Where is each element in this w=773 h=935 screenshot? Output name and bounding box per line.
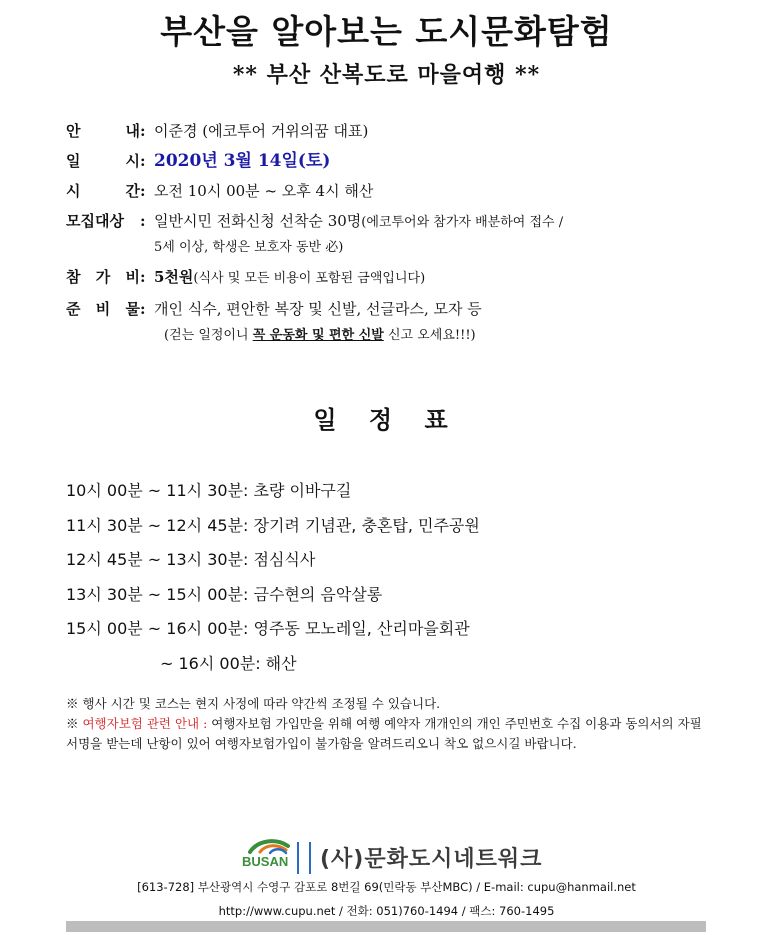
logo-word: BUSAN — [242, 854, 289, 869]
schedule-item: 13시 30분 ~ 15시 00분: 금수현의 음악살롱 — [66, 584, 383, 604]
info-prep-row: 준 비 물 : 개인 식수, 편안한 복장 및 신발, 선글라스, 모자 등 — [66, 296, 726, 322]
footer-contact: http://www.cupu.net / 전화: 051)760-1494 / 팩스: 760-1495 — [218, 904, 555, 918]
info-fee-label: 참 가 비 — [66, 268, 140, 286]
notice-line-2: ※ 여행자보험 관련 안내 : 여행자보험 가입만을 위해 여행 예약자 개개인의 개인 주민번호 수집 이용과 동의서의 자필 서명을 받는데 난항이 있어 여행자보험가입이 불가함을 알려드리오니 착오 없으시길 바랍니다. — [66, 716, 702, 751]
schedule-list — [66, 478, 726, 685]
notice-block — [66, 694, 706, 754]
schedule-item: 12시 45분 ~ 13시 30분: 점심식사 — [66, 550, 316, 569]
schedule-item: 10시 00분 ~ 11시 30분: 초량 이바구길 — [66, 481, 352, 500]
page-title: 부산을 알아보는 도시문화탐험 — [160, 12, 613, 51]
schedule-item-end: ~ 16시 00분: 해산 — [160, 653, 297, 673]
info-guide-label: 안 내 — [66, 122, 140, 140]
info-fee-row: 참 가 비 : 5천원(식사 및 모든 비용이 포함된 금액입니다) — [66, 264, 726, 292]
page-subtitle: ** 부산 산복도로 마을여행 ** — [232, 62, 541, 88]
info-guide-row: 안 내 : 이준경 (에코투어 거위의꿈 대표) — [66, 118, 726, 144]
info-guide-value: 이준경 (에코투어 거위의꿈 대표) — [154, 122, 369, 140]
info-date-row: 일 시 : 2020년 3월 14일(토) — [66, 148, 726, 174]
info-prep-label: 준 비 물 — [66, 300, 140, 318]
info-fee-value: 5천원(식사 및 모든 비용이 포함된 금액입니다) — [154, 268, 426, 286]
org-name: (사)문화도시네트워크 — [320, 847, 543, 872]
info-recruit-label: 모집대상 — [66, 212, 124, 230]
info-recruit-row: 모집대상 : 일반시민 전화신청 선착순 30명(에코투어와 참가자 배분하여 접수 / — [66, 208, 726, 236]
footer-divider — [66, 921, 706, 932]
footer-address: [613-728] 부산광역시 수영구 감포로 8번길 69(민락동 부산MBC) / E-mail: cupu@hanmail.net — [137, 880, 636, 894]
info-time-label: 시 간 — [66, 182, 140, 200]
info-recruit-value: 일반시민 전화신청 선착순 30명(에코투어와 참가자 배분하여 접수 / — [154, 212, 564, 230]
info-recruit-continued: 5세 이상, 학생은 보호자 동반 必) — [154, 240, 344, 255]
info-time-value: 오전 10시 00분 ~ 오후 4시 해산 — [154, 182, 374, 200]
notice-line-1: ※ 행사 시간 및 코스는 현지 사정에 따라 약간씩 조정될 수 있습니다. — [66, 696, 441, 711]
info-prep-note: (걷는 일정이니 꼭 운동화 및 편한 신발 신고 오세요!!!) — [164, 328, 476, 343]
info-date-label: 일 시 — [66, 152, 140, 170]
schedule-item: 11시 30분 ~ 12시 45분: 장기려 기념관, 충혼탑, 민주공원 — [66, 515, 480, 535]
info-date-value: 2020년 3월 14일(토) — [154, 151, 331, 171]
schedule-item: 15시 00분 ~ 16시 00분: 영주동 모노레일, 산리마을회관 — [66, 619, 470, 638]
schedule-title: 일 정 표 — [313, 405, 460, 434]
event-info — [66, 118, 726, 348]
info-time-row: 시 간 : 오전 10시 00분 ~ 오후 4시 해산 — [66, 178, 726, 204]
info-prep-value: 개인 식수, 편안한 복장 및 신발, 선글라스, 모자 등 — [154, 300, 482, 318]
insurance-notice-label: 여행자보험 관련 안내 : — [82, 716, 208, 731]
